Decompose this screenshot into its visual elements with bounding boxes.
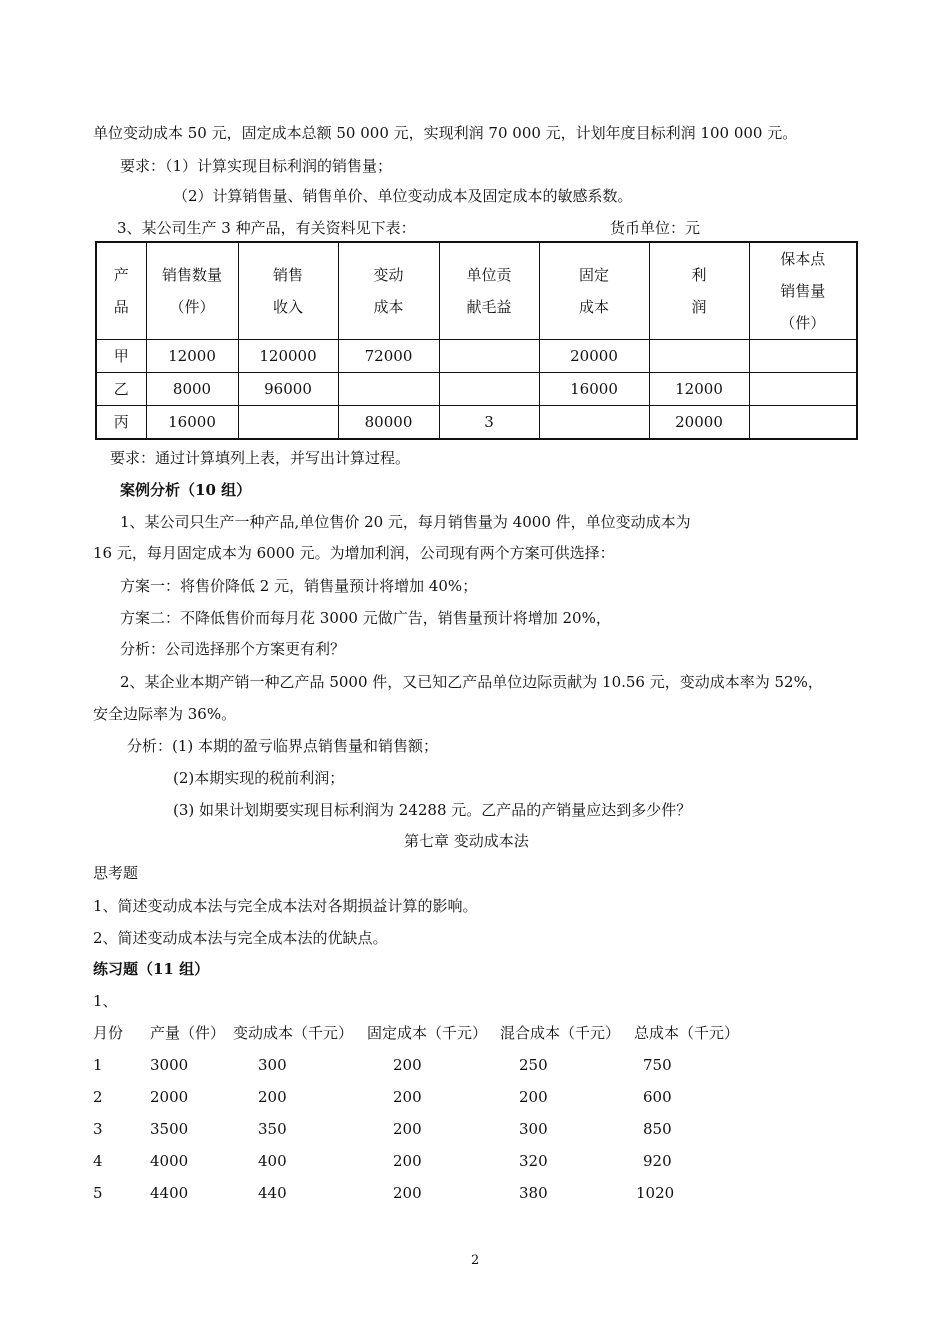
table-cell: 12000 [649,373,749,406]
table-cell: 200 [393,1152,422,1170]
text-line: 2、简述变动成本法与完全成本法的优缺点。 [93,929,388,947]
table-cell: 350 [258,1120,287,1138]
table-cell [338,373,439,406]
table-cell: 丙 [96,406,146,440]
table-cell [649,340,749,373]
table-cell: 300 [258,1056,287,1074]
table-row [96,406,857,440]
table-cell: 200 [393,1088,422,1106]
table-cell: 3500 [150,1120,189,1138]
table-cell: 4000 [150,1152,189,1170]
header-cell: 单位贡 献毛益 [439,242,539,340]
table-cell: 4 [93,1152,103,1170]
table-cell [749,406,857,440]
column-header: 变动成本（千元） [233,1024,354,1042]
header-cell: 保本点 销售量 （件） [749,242,857,340]
table-cell: 200 [393,1120,422,1138]
table-cell: 200 [519,1088,548,1106]
table-cell: 2000 [150,1088,189,1106]
table-cell: 380 [519,1184,548,1202]
text-line: 要求：通过计算填列上表，并写出计算过程。 [110,449,411,467]
column-header: 总成本（千元） [634,1024,740,1042]
table-cell: 3000 [150,1056,189,1074]
text-line: 1、某公司只生产一种产品,单位售价 20 元，每月销售量为 4000 件，单位变动成本为 [120,513,691,531]
section-heading: 练习题（11 组） [93,960,210,978]
header-cell: 销售 收入 [238,242,338,340]
table-cell: 5 [93,1184,103,1202]
table-cell: 乙 [96,373,146,406]
table-cell: 200 [393,1184,422,1202]
column-header: 混合成本（千元） [500,1024,621,1042]
header-cell: 利 润 [649,242,749,340]
table-cell [749,340,857,373]
table-row [96,340,857,373]
section-heading: 思考题 [93,864,139,882]
header-cell: 产 品 [96,242,146,340]
table-cell: 920 [643,1152,672,1170]
table-cell: 16000 [146,406,238,440]
table-cell: 400 [258,1152,287,1170]
table-cell: 72000 [338,340,439,373]
table-cell: 750 [643,1056,672,1074]
text-line: 安全边际率为 36%。 [93,705,237,723]
table-cell: 1020 [636,1184,675,1202]
header-cell: 变动 成本 [338,242,439,340]
column-header: 固定成本（千元） [367,1024,488,1042]
text-line: (2)本期实现的税前利润； [173,769,345,787]
section-heading: 案例分析（10 组） [120,481,252,499]
currency-unit: 货币单位：元 [610,219,701,237]
table-cell: 3 [93,1120,103,1138]
table-header-row [96,242,857,340]
column-header: 产量（件） [150,1024,226,1042]
table-cell: 3 [439,406,539,440]
table-cell [439,373,539,406]
table-cell: 320 [519,1152,548,1170]
table-cell: 300 [519,1120,548,1138]
text-line: (3) 如果计划期要实现目标利润为 24288 元。乙产品的产销量应达到多少件？ [173,801,692,819]
table-cell [539,406,649,440]
text-line: 要求：（1）计算实现目标利润的销售量； [120,157,393,175]
text-line: （2）计算销售量、销售单价、单位变动成本及固定成本的敏感系数。 [173,187,633,205]
text-line: 16 元，每月固定成本为 6000 元。为增加利润，公司现有两个方案可供选择： [93,544,615,562]
table-cell: 96000 [238,373,338,406]
text-line: 方案二：不降低售价而每月花 3000 元做广告，销售量预计将增加 20%， [120,609,611,627]
table-cell: 2 [93,1088,103,1106]
product-table [95,241,858,440]
table-cell: 8000 [146,373,238,406]
table-cell: 12000 [146,340,238,373]
table-cell [749,373,857,406]
chapter-title: 第七章 变动成本法 [404,832,529,850]
table-cell: 200 [258,1088,287,1106]
table-cell: 16000 [539,373,649,406]
text-line: 方案一：将售价降低 2 元，销售量预计将增加 40%； [120,577,478,595]
page-number: 2 [471,1253,480,1268]
table-cell: 120000 [238,340,338,373]
text-line: 2、某企业本期产销一种乙产品 5000 件，又已知乙产品单位边际贡献为 10.56 元，变动成本率为 52%， [120,673,823,691]
table-cell: 80000 [338,406,439,440]
table-cell: 600 [643,1088,672,1106]
table-cell: 250 [519,1056,548,1074]
table-cell [238,406,338,440]
table-cell: 850 [643,1120,672,1138]
header-cell: 销售数量 （件） [146,242,238,340]
table-row [96,373,857,406]
text-line: 单位变动成本 50 元，固定成本总额 50 000 元，实现利润 70 000 元，计划年度目标利润 100 000 元。 [93,124,798,142]
table-cell: 甲 [96,340,146,373]
table-cell: 4400 [150,1184,189,1202]
table-cell [439,340,539,373]
text-line: 1、 [93,992,118,1010]
column-header: 月份 [93,1024,124,1042]
table-cell: 20000 [539,340,649,373]
table-cell: 20000 [649,406,749,440]
table-cell: 1 [93,1056,103,1074]
table-cell: 200 [393,1056,422,1074]
text-line: 分析：(1) 本期的盈亏临界点销售量和销售额； [127,737,439,755]
table-cell: 440 [258,1184,287,1202]
table-caption: 3、某公司生产 3 种产品，有关资料见下表： [117,219,416,237]
text-line: 分析：公司选择那个方案更有利？ [120,640,346,658]
header-cell: 固定 成本 [539,242,649,340]
text-line: 1、简述变动成本法与完全成本法对各期损益计算的影响。 [93,897,478,915]
